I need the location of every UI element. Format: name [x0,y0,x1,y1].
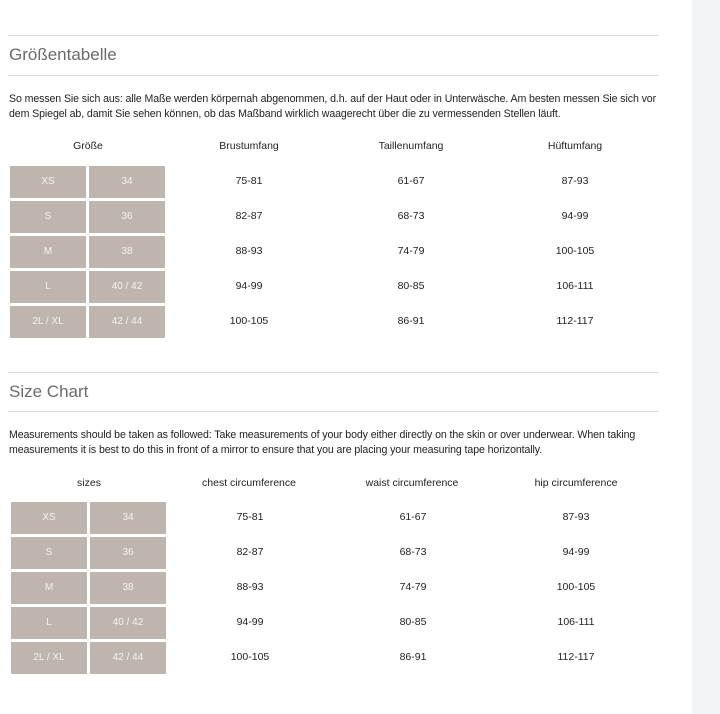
page-side-margin [692,0,720,714]
size-label-cell: M [11,572,87,604]
waist-value: 86-91 [399,651,427,663]
hip-value: 94-99 [562,546,590,558]
size-label-cell: 2L / XL [11,642,87,674]
column-header-hip: Hüftumfang [547,140,603,152]
size-label-cell: 2L / XL [10,306,86,338]
hip-value: 106-111 [557,616,595,628]
chest-value: 88-93 [235,245,263,257]
column-header-size: sizes [77,477,101,489]
size-label-cell: XS [10,166,86,198]
size-label-cell: M [10,236,86,268]
chest-value: 100-105 [229,315,269,327]
column-header-hip: hip circumference [534,477,618,489]
section-description: Measurements should be taken as followed: Take measurements of your body either directly on the skin or over underwear. When taking measurements it is best to do this in front of a mirror to ensure that you are placing your measuring tape horizontally. [9,429,636,456]
waist-value: 74-79 [397,245,425,257]
waist-value: 74-79 [399,581,427,593]
waist-value: 68-73 [399,546,427,558]
column-header-chest: Brustumfang [219,140,279,152]
divider [8,372,658,373]
chest-value: 82-87 [236,546,264,558]
waist-value: 86-91 [397,315,425,327]
waist-value: 80-85 [397,280,425,292]
chest-value: 75-81 [235,175,263,187]
size-label-cell: L [11,607,87,639]
size-number-cell: 40 / 42 [89,271,165,303]
column-header-chest: chest circumference [202,477,296,489]
size-number-cell: 36 [89,201,165,233]
section-title: Size Chart [9,382,89,401]
size-number-cell: 36 [90,537,166,569]
column-header-waist: waist circumference [365,477,459,489]
hip-value: 100-105 [555,245,595,257]
hip-value: 112-117 [556,315,594,327]
size-number-cell: 38 [89,236,165,268]
chest-value: 94-99 [235,280,263,292]
hip-value: 87-93 [562,511,590,523]
divider [8,35,658,36]
section-description: So messen Sie sich aus: alle Maße werden körpernah abgenommen, d.h. auf der Haut oder in Unterwäsche. Am besten messen Sie sich vor dem Spiegel ab, damit Sie sehen können, ob das Maßband wirklich waagerecht über die zu vermessenden Stellen läuft. [9,93,656,120]
chest-value: 75-81 [236,511,264,523]
divider [8,411,658,412]
hip-value: 106-111 [556,280,594,292]
size-label-cell: S [10,201,86,233]
hip-value: 87-93 [561,175,589,187]
chest-value: 88-93 [236,581,264,593]
size-number-cell: 42 / 44 [90,642,166,674]
size-label-cell: S [11,537,87,569]
hip-value: 94-99 [561,210,589,222]
size-number-cell: 42 / 44 [89,306,165,338]
size-label-cell: XS [11,502,87,534]
column-header-waist: Taillenumfang [378,140,444,152]
chest-value: 94-99 [236,616,264,628]
size-number-cell: 40 / 42 [90,607,166,639]
waist-value: 61-67 [397,175,425,187]
size-label-cell: L [10,271,86,303]
size-number-cell: 34 [90,502,166,534]
section-title: Größentabelle [9,45,117,64]
waist-value: 68-73 [397,210,425,222]
chest-value: 82-87 [235,210,263,222]
size-number-cell: 34 [89,166,165,198]
column-header-size: Größe [73,140,103,152]
waist-value: 80-85 [399,616,427,628]
hip-value: 112-117 [557,651,595,663]
chest-value: 100-105 [230,651,270,663]
hip-value: 100-105 [556,581,596,593]
divider [8,75,658,76]
waist-value: 61-67 [399,511,427,523]
size-number-cell: 38 [90,572,166,604]
